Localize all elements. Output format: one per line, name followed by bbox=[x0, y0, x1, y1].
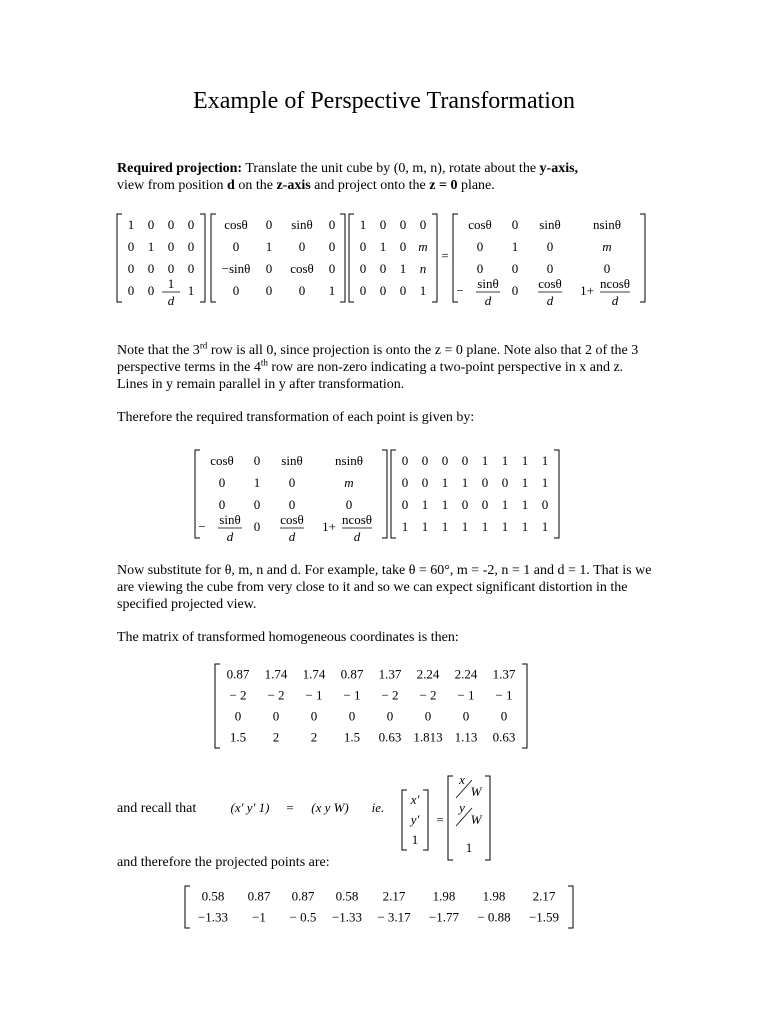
result-matrix-cell: m bbox=[602, 239, 612, 254]
cube-vertices-matrix-cell: 0 bbox=[401, 453, 409, 468]
result-matrix-right-bracket bbox=[640, 214, 645, 302]
result-matrix-cell: 0 bbox=[511, 283, 519, 298]
projected-points-left-bracket bbox=[185, 886, 190, 928]
matrix-equation-svg bbox=[117, 210, 677, 308]
transform-matrix-cell: 0 bbox=[253, 453, 261, 468]
projection-matrix-cell: 1 bbox=[127, 217, 135, 232]
result-matrix-cell: 0 bbox=[476, 261, 484, 276]
transform-matrix-cell: m bbox=[344, 475, 354, 490]
prime-vector-x: x′ bbox=[410, 792, 420, 807]
homogeneous-coords-cell: 1.74 bbox=[302, 666, 326, 682]
required-projection-paragraph: Required projection: Translate the unit cube by (0, m, n), rotate about the y-axis, view from position d on the z-axis and project onto the z = 0 plane. bbox=[117, 161, 579, 193]
rotation-matrix-cell: 1 bbox=[265, 239, 273, 254]
rotation-matrix-cell: 0 bbox=[232, 239, 240, 254]
homogeneous-coords-cell: 0 bbox=[386, 708, 394, 724]
divided-vector-right-bracket bbox=[485, 776, 490, 860]
translation-matrix-cell: 0 bbox=[399, 217, 407, 232]
result-matrix-cell-den: d bbox=[546, 293, 554, 308]
homogeneous-coords-cell: 1.5 bbox=[229, 729, 247, 745]
homogeneous-matrix bbox=[215, 662, 560, 747]
result-matrix-cell-den: d bbox=[611, 293, 619, 308]
cube-vertices-matrix-cell: 1 bbox=[461, 475, 469, 490]
result-matrix-cell: 0 bbox=[511, 261, 519, 276]
projection-matrix-cell: 0 bbox=[147, 283, 155, 298]
result-matrix-cell: 0 bbox=[476, 239, 484, 254]
projected-points-cell: −1.77 bbox=[428, 909, 460, 925]
rotation-matrix-cell: 0 bbox=[298, 283, 306, 298]
projected-points-cell: −1 bbox=[252, 909, 266, 925]
projection-matrix-cell: 0 bbox=[127, 283, 135, 298]
cube-vertices-matrix-cell: 1 bbox=[521, 497, 529, 512]
projected-points-cell: −1.33 bbox=[197, 909, 229, 925]
homogeneous-coords-cell: 2.24 bbox=[454, 666, 478, 682]
rotation-matrix-cell: 0 bbox=[232, 283, 240, 298]
homogeneous-matrix-svg bbox=[215, 662, 560, 747]
transform-matrix-cell: 0 bbox=[288, 497, 296, 512]
recall-equals: = bbox=[286, 800, 294, 815]
cube-vertices-matrix-cell: 0 bbox=[481, 475, 489, 490]
transform-matrix-cell-den: d bbox=[226, 529, 234, 544]
homogeneous-coords-cell: 1.74 bbox=[264, 666, 288, 682]
projection-matrix-cell: 1 bbox=[147, 239, 155, 254]
rotation-matrix-cell: 0 bbox=[328, 217, 336, 232]
divided-vector-one: 1 bbox=[465, 840, 473, 855]
divided-vector-left-bracket bbox=[448, 776, 453, 860]
homogeneous-coords-cell: 0.63 bbox=[378, 729, 402, 745]
cube-vertices-matrix-cell: 1 bbox=[461, 519, 469, 534]
therefore-paragraph: Therefore the required transformation of each point is given by: bbox=[117, 410, 475, 425]
transform-matrix-cell: nsinθ bbox=[335, 453, 363, 468]
result-matrix-cell: nsinθ bbox=[593, 217, 621, 232]
homogeneous-coords-cell: 1.13 bbox=[454, 729, 478, 745]
transform-matrix-cell-prefix: − bbox=[198, 519, 206, 534]
transform-matrix-cell-den: d bbox=[353, 529, 361, 544]
page-title: Example of Perspective Transformation bbox=[193, 88, 575, 114]
rotation-matrix-cell: cosθ bbox=[290, 261, 314, 276]
cube-vertices-matrix-cell: 1 bbox=[481, 519, 489, 534]
transform-matrix-cell: 0 bbox=[218, 475, 226, 490]
projected-points-cell: −1.33 bbox=[331, 909, 363, 925]
homogeneous-coords-cell: 2.24 bbox=[416, 666, 440, 682]
cube-vertices-matrix-cell: 0 bbox=[401, 497, 409, 512]
projection-matrix-left-bracket bbox=[117, 214, 122, 302]
projected-points-cell: 0.58 bbox=[335, 888, 359, 904]
transform-matrix-cell-num: ncosθ bbox=[341, 512, 373, 527]
transform-matrix-cell-num: cosθ bbox=[280, 512, 304, 527]
translation-matrix-cell: 0 bbox=[379, 261, 387, 276]
recall-ie: ie. bbox=[371, 800, 385, 815]
result-matrix-cell: 0 bbox=[603, 261, 611, 276]
cube-vertices-matrix-right-bracket bbox=[554, 450, 559, 538]
required-projection-label: Required projection: bbox=[117, 161, 243, 176]
projected-points-cell: 2.17 bbox=[382, 888, 406, 904]
cube-vertices-matrix-cell: 1 bbox=[441, 519, 449, 534]
substitute-paragraph: Now substitute for θ, m, n and d. For example, take θ = 60°, m = -2, n = 1 and d = 1. That is we are viewing the cube from very close to it and so we can expect significant distortion in the specified projected view. bbox=[117, 563, 652, 612]
recall-text: and recall that bbox=[117, 801, 197, 816]
projection-matrix-cell: 0 bbox=[147, 261, 155, 276]
prime-vector-left-bracket bbox=[402, 790, 407, 850]
translation-matrix-cell: 0 bbox=[379, 217, 387, 232]
cube-vertices-matrix-left-bracket bbox=[391, 450, 396, 538]
homogeneous-coords-cell: − 1 bbox=[343, 687, 361, 703]
cube-vertices-matrix-cell: 1 bbox=[521, 519, 529, 534]
translation-matrix-cell: 0 bbox=[399, 239, 407, 254]
homogeneous-coords-cell: 1.5 bbox=[343, 729, 361, 745]
homogeneous-coords-cell: 2 bbox=[272, 729, 280, 745]
transform-cube-product bbox=[195, 446, 585, 544]
projection-matrix-cell-den: d bbox=[167, 293, 175, 308]
homogeneous-coords-cell: − 2 bbox=[229, 687, 247, 703]
cube-vertices-matrix-cell: 0 bbox=[501, 475, 509, 490]
transform-matrix-cell: sinθ bbox=[281, 453, 303, 468]
translation-matrix-cell: 1 bbox=[419, 283, 427, 298]
homogeneous-coords-cell: − 1 bbox=[495, 687, 513, 703]
homogeneous-coords-cell: 0.63 bbox=[492, 729, 516, 745]
result-matrix-cell: 0 bbox=[546, 239, 554, 254]
recall-lhs: (x′ y′ 1) bbox=[230, 800, 270, 815]
result-matrix-cell: sinθ bbox=[539, 217, 561, 232]
prime-vector-one: 1 bbox=[411, 832, 419, 847]
projected-points-cell: − 3.17 bbox=[377, 909, 411, 925]
cube-vertices-matrix-cell: 0 bbox=[541, 497, 549, 512]
projection-matrix-cell: 1 bbox=[187, 283, 195, 298]
projection-matrix-cell: 0 bbox=[167, 239, 175, 254]
translation-matrix-cell: 1 bbox=[399, 261, 407, 276]
transform-matrix-cell: 0 bbox=[288, 475, 296, 490]
transform-matrix-cell: 0 bbox=[218, 497, 226, 512]
homogeneous-coords-cell: 0 bbox=[424, 708, 432, 724]
transform-matrix-cell: 1 bbox=[253, 475, 261, 490]
cube-vertices-matrix-cell: 0 bbox=[461, 453, 469, 468]
projected-points-matrix-svg bbox=[185, 884, 585, 930]
projected-points-cell: 1.98 bbox=[432, 888, 456, 904]
translation-matrix-right-bracket bbox=[432, 214, 437, 302]
cube-vertices-matrix-cell: 1 bbox=[501, 497, 509, 512]
homogeneous-coords-cell: − 2 bbox=[419, 687, 437, 703]
homogeneous-coords-cell: − 2 bbox=[267, 687, 285, 703]
homogeneous-coords-cell: − 1 bbox=[305, 687, 323, 703]
homogeneous-coords-cell: 1.37 bbox=[492, 666, 516, 682]
homogeneous-coords-cell: − 2 bbox=[381, 687, 399, 703]
result-matrix-cell-prefix: 1+ bbox=[580, 283, 594, 298]
projection-matrix-right-bracket bbox=[200, 214, 205, 302]
transform-matrix-cell-den: d bbox=[288, 529, 296, 544]
rotation-matrix-right-bracket bbox=[340, 214, 345, 302]
cube-vertices-matrix-cell: 1 bbox=[421, 497, 429, 512]
cube-vertices-matrix-cell: 1 bbox=[521, 453, 529, 468]
projection-matrix-cell: 0 bbox=[187, 239, 195, 254]
cube-vertices-matrix-cell: 0 bbox=[421, 453, 429, 468]
matrix-equation bbox=[117, 210, 677, 308]
rotation-matrix-left-bracket bbox=[211, 214, 216, 302]
homogeneous-coords-cell: 0 bbox=[310, 708, 318, 724]
cube-vertices-matrix-cell: 1 bbox=[501, 519, 509, 534]
projected-points-right-bracket bbox=[568, 886, 573, 928]
translation-matrix-cell: 0 bbox=[359, 239, 367, 254]
projected-points-cell: 0.87 bbox=[247, 888, 271, 904]
prime-vector-y: y′ bbox=[410, 812, 420, 827]
projected-points-cell: 2.17 bbox=[532, 888, 556, 904]
prime-vector-right-bracket bbox=[423, 790, 428, 850]
projected-points-cell: − 0.88 bbox=[477, 909, 511, 925]
projection-matrix-cell: 0 bbox=[167, 217, 175, 232]
translation-matrix-cell: 0 bbox=[359, 283, 367, 298]
translation-matrix-cell: 0 bbox=[399, 283, 407, 298]
cube-vertices-matrix-cell: 1 bbox=[541, 519, 549, 534]
projection-matrix-cell: 0 bbox=[147, 217, 155, 232]
result-matrix-cell-num: ncosθ bbox=[599, 276, 631, 291]
homogeneous-coords-cell: 2 bbox=[310, 729, 318, 745]
note-paragraph: Note that the 3rd row is all 0, since projection is onto the z = 0 plane. Note also that 2 of the 3 perspective terms in the 4th row are non-zero indicating a two-point perspective in x and z. Lines in y remain parallel in y after transformation. bbox=[117, 340, 639, 392]
transform-matrix-cell-prefix: 1+ bbox=[322, 519, 336, 534]
cube-vertices-matrix-cell: 1 bbox=[401, 519, 409, 534]
translation-matrix-cell: 1 bbox=[359, 217, 367, 232]
result-matrix-cell: 0 bbox=[546, 261, 554, 276]
matrix-intro-paragraph: The matrix of transformed homogeneous coordinates is then: bbox=[117, 630, 459, 645]
divided-vector-den: W bbox=[470, 812, 482, 827]
result-matrix-cell-prefix: − bbox=[456, 283, 464, 298]
projection-matrix-cell: 0 bbox=[127, 239, 135, 254]
homogeneous-coords-cell: 0 bbox=[348, 708, 356, 724]
homogeneous-coords-cell: 1.813 bbox=[413, 729, 443, 745]
rotation-matrix-cell: 0 bbox=[265, 217, 273, 232]
projected-points-cell: − 0.5 bbox=[289, 909, 317, 925]
result-matrix-cell: 0 bbox=[511, 217, 519, 232]
rotation-matrix-cell: 0 bbox=[265, 261, 273, 276]
rotation-matrix-cell: 0 bbox=[298, 239, 306, 254]
projected-points-cell: −1.59 bbox=[528, 909, 560, 925]
homogeneous-coords-cell: 1.37 bbox=[378, 666, 402, 682]
result-matrix-cell-den: d bbox=[484, 293, 492, 308]
homogeneous-coords-cell: 0 bbox=[500, 708, 508, 724]
homogeneous-coords-cell: 0 bbox=[462, 708, 470, 724]
transform-matrix-right-bracket bbox=[382, 450, 387, 538]
cube-vertices-matrix-cell: 1 bbox=[541, 475, 549, 490]
rotation-matrix-cell: 0 bbox=[265, 283, 273, 298]
equals-sign: = bbox=[441, 248, 449, 263]
rotation-matrix-cell: 0 bbox=[328, 239, 336, 254]
projected-points-cell: 1.98 bbox=[482, 888, 506, 904]
translation-matrix-left-bracket bbox=[349, 214, 354, 302]
transform-cube-product-svg bbox=[195, 446, 585, 544]
homogeneous-coords-right-bracket bbox=[522, 664, 527, 748]
cube-vertices-matrix-cell: 1 bbox=[441, 475, 449, 490]
projected-intro-paragraph: and therefore the projected points are: bbox=[117, 855, 330, 870]
rotation-matrix-cell: −sinθ bbox=[221, 261, 251, 276]
cube-vertices-matrix-cell: 1 bbox=[441, 497, 449, 512]
cube-vertices-matrix-cell: 0 bbox=[401, 475, 409, 490]
divided-vector-num: x bbox=[459, 772, 465, 787]
cube-vertices-matrix-cell: 0 bbox=[481, 497, 489, 512]
projected-points-cell: 0.87 bbox=[291, 888, 315, 904]
projection-matrix-cell: 0 bbox=[187, 261, 195, 276]
divided-vector-den: W bbox=[470, 784, 482, 799]
homogeneous-coords-cell: 0.87 bbox=[340, 666, 364, 682]
cube-vertices-matrix-cell: 0 bbox=[461, 497, 469, 512]
divided-vector-num: y bbox=[459, 800, 465, 815]
translation-matrix-cell: 1 bbox=[379, 239, 387, 254]
vector-equals: = bbox=[436, 812, 444, 827]
transform-matrix-cell-num: sinθ bbox=[219, 512, 241, 527]
projection-matrix-cell: 0 bbox=[167, 261, 175, 276]
homogeneous-coords-cell: 0 bbox=[272, 708, 280, 724]
homogeneous-coords-cell: 0.87 bbox=[226, 666, 250, 682]
result-matrix-cell: cosθ bbox=[468, 217, 492, 232]
projected-points-matrix bbox=[185, 884, 585, 930]
homogeneous-coords-cell: − 1 bbox=[457, 687, 475, 703]
projection-matrix-cell: 0 bbox=[127, 261, 135, 276]
transform-matrix-cell: 0 bbox=[253, 497, 261, 512]
cube-vertices-matrix-cell: 0 bbox=[441, 453, 449, 468]
projection-matrix-cell-num: 1 bbox=[167, 276, 175, 291]
cube-vertices-matrix-cell: 1 bbox=[501, 453, 509, 468]
cube-vertices-matrix-cell: 1 bbox=[541, 453, 549, 468]
rotation-matrix-cell: cosθ bbox=[224, 217, 248, 232]
rotation-matrix-cell: sinθ bbox=[291, 217, 313, 232]
projected-points-cell: 0.58 bbox=[201, 888, 225, 904]
translation-matrix-cell: 0 bbox=[379, 283, 387, 298]
transform-matrix-cell: cosθ bbox=[210, 453, 234, 468]
recall-rhs: (x y W) bbox=[311, 800, 349, 815]
homogeneous-coords-left-bracket bbox=[215, 664, 220, 748]
cube-vertices-matrix-cell: 1 bbox=[521, 475, 529, 490]
translation-matrix-cell: 0 bbox=[359, 261, 367, 276]
translation-matrix-cell: m bbox=[418, 239, 428, 254]
result-matrix-cell-num: cosθ bbox=[538, 276, 562, 291]
translation-matrix-cell: 0 bbox=[419, 217, 427, 232]
transform-matrix-cell: 0 bbox=[253, 519, 261, 534]
homogeneous-coords-cell: 0 bbox=[234, 708, 242, 724]
transform-matrix-cell: 0 bbox=[345, 497, 353, 512]
cube-vertices-matrix-cell: 1 bbox=[421, 519, 429, 534]
translation-matrix-cell: n bbox=[419, 261, 427, 276]
result-matrix-cell: 1 bbox=[511, 239, 519, 254]
result-matrix-cell-num: sinθ bbox=[477, 276, 499, 291]
cube-vertices-matrix-cell: 1 bbox=[481, 453, 489, 468]
rotation-matrix-cell: 0 bbox=[328, 261, 336, 276]
rotation-matrix-cell: 1 bbox=[328, 283, 336, 298]
cube-vertices-matrix-cell: 0 bbox=[421, 475, 429, 490]
projection-matrix-cell: 0 bbox=[187, 217, 195, 232]
